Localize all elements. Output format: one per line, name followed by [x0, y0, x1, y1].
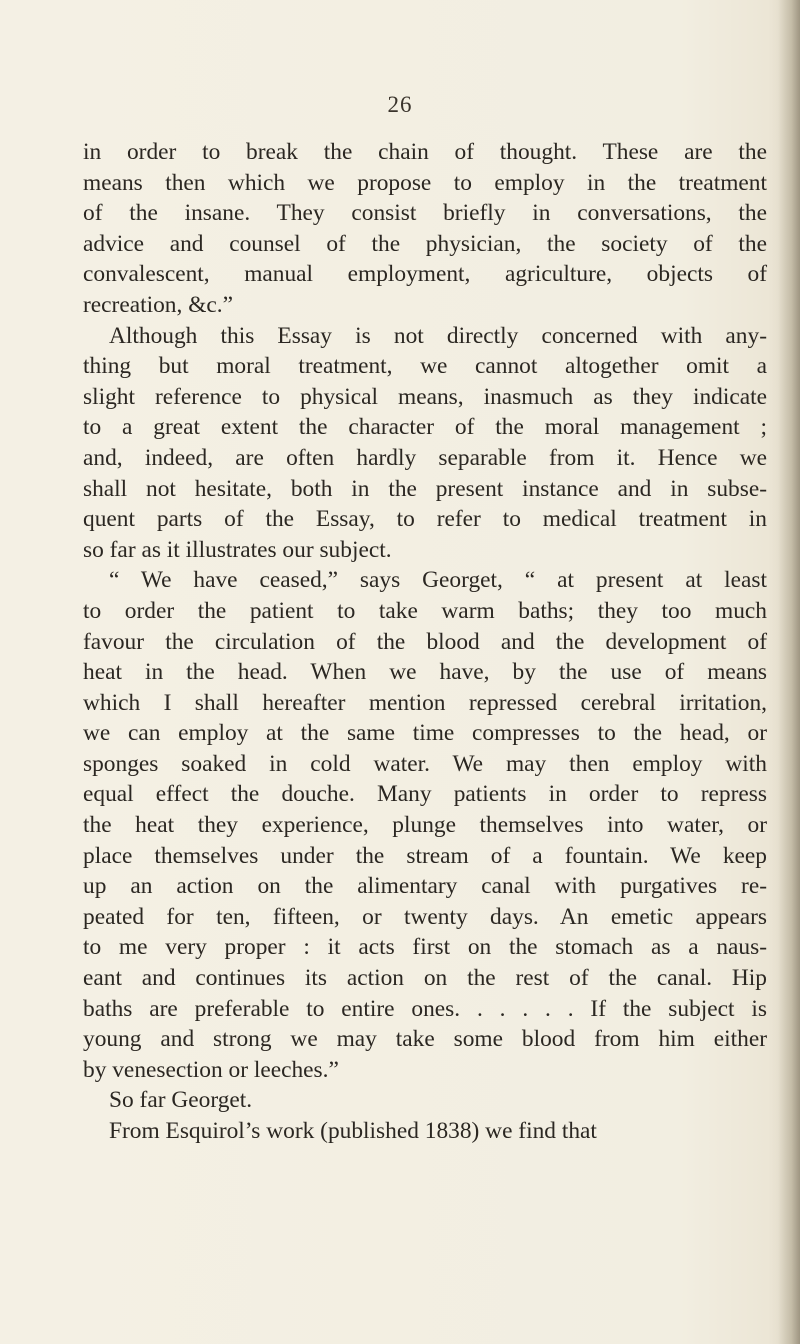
- text-line: means then which we propose to employ in the treatment: [83, 169, 767, 196]
- text-line: favour the circulation of the blood and the development of: [83, 628, 767, 655]
- text-line: which I shall hereafter mention repressed cerebral irritation,: [83, 689, 767, 716]
- text-line: we can employ at the same time compresses to the head, or: [83, 720, 767, 747]
- text-line: so far as it illustrates our subject.: [83, 536, 392, 563]
- page-number: 26: [387, 92, 413, 117]
- text-line: to me very proper : it acts first on the stomach as a naus-: [83, 934, 767, 961]
- text-line: by venesection or leeches.”: [83, 1056, 339, 1083]
- text-line: So far Georget.: [109, 1087, 253, 1114]
- text-line: advice and counsel of the physician, the society of the: [83, 230, 767, 257]
- text-line: the heat they experience, plunge themselves into water, or: [83, 812, 767, 839]
- text-line: heat in the head. When we have, by the use of means: [83, 659, 767, 686]
- text-line: to a great extent the character of the moral management ;: [83, 414, 767, 441]
- text-line: and, indeed, are often hardly separable from it. Hence we: [83, 444, 767, 471]
- text-line: of the insane. They consist briefly in conversations, the: [83, 200, 767, 227]
- text-line: baths are preferable to entire ones. . . . . . If the subject is: [83, 995, 767, 1022]
- text-line: young and strong we may take some blood from him either: [83, 1026, 767, 1053]
- text-line: convalescent, manual employment, agriculture, objects of: [83, 261, 767, 288]
- text-line: shall not hesitate, both in the present instance and in subse-: [83, 475, 767, 502]
- text-line: quent parts of the Essay, to refer to medical treatment in: [83, 506, 767, 533]
- text-line: place themselves under the stream of a fountain. We keep: [83, 842, 767, 869]
- text-line: eant and continues its action on the rest of the canal. Hip: [83, 965, 767, 992]
- text-line: slight reference to physical means, inasmuch as they indicate: [83, 383, 767, 410]
- text-line: recreation, &c.”: [83, 291, 233, 318]
- page-edge-shadow: [778, 0, 800, 1344]
- text-line: thing but moral treatment, we cannot altogether omit a: [83, 353, 767, 380]
- text-line: peated for ten, fifteen, or twenty days. An emetic appears: [83, 903, 767, 930]
- text-line: up an action on the alimentary canal with purgatives re-: [83, 873, 767, 900]
- text-line: sponges soaked in cold water. We may then employ with: [83, 750, 767, 777]
- text-line: Although this Essay is not directly concerned with any-: [109, 322, 767, 349]
- text-line: in order to break the chain of thought. These are the: [83, 139, 767, 165]
- text-line: From Esquirol’s work (published 1838) we find that: [109, 1118, 597, 1144]
- body-text: [83, 137, 767, 1147]
- text-line: to order the patient to take warm baths; they too much: [83, 597, 767, 624]
- text-line: equal effect the douche. Many patients in order to repress: [83, 781, 767, 808]
- text-line: “ We have ceased,” says Georget, “ at present at least: [109, 567, 767, 594]
